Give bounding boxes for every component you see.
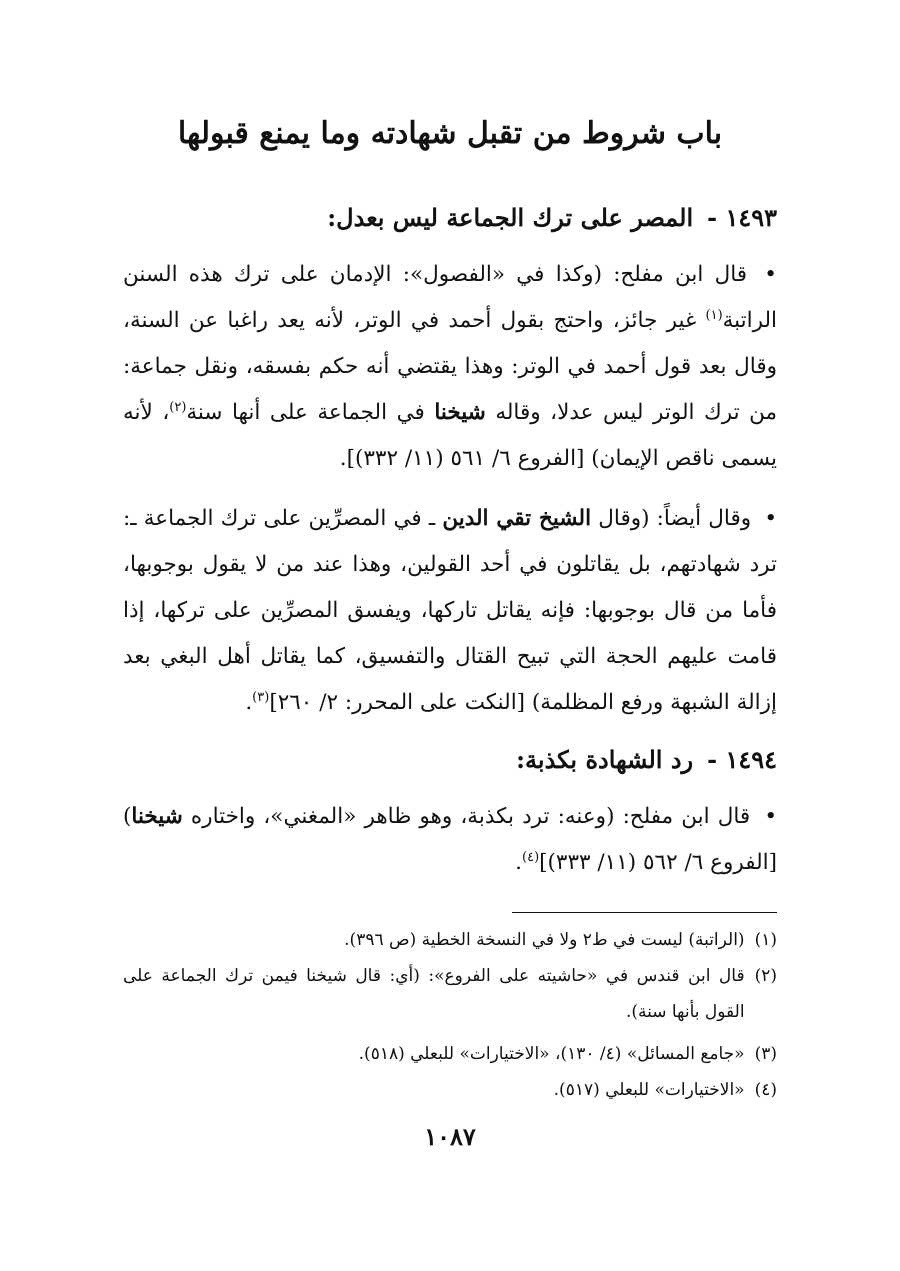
footnote-number: (٤) — [754, 1080, 777, 1100]
footnote-1 — [123, 922, 777, 958]
footnote-ref-4: (٤) — [522, 849, 540, 865]
paragraph-text: في الجماعة على أنها سنة — [186, 400, 435, 425]
footnote-text: (الراتبة) ليست في ط٢ ولا في النسخة الخطية (ص ٣٩٦). — [344, 930, 745, 950]
footnote-ref-2: (٢) — [169, 399, 187, 415]
footnote-4 — [123, 1072, 777, 1108]
paragraph-1 — [123, 252, 777, 482]
paragraph-3 — [123, 794, 777, 886]
footnote-number: (١) — [754, 930, 777, 950]
emphasis-text: شيخنا — [131, 804, 183, 829]
bullet: • — [764, 506, 777, 531]
paragraph-text: ـ في المصرِّين على ترك الجماعة ـ: ترد شهادتهم، بل يقاتلون في أحد القولين، وهذا عند من لا يقول بوجوبها، فأما من قال بوجوبها: فإنه يقاتل تاركها، ويفسق المصرِّين على تركها، إذا قامت عليهم الحجة التي تبيح القتال والتفسيق، كما يقاتل أهل البغي بعد إزالة الشبهة ورفع المظلمة) [النكت على المحرر: ٢/ ٢٦٠] — [123, 506, 777, 715]
paragraph-text: ) [الفروع ٦/ ٥٦٢ (١١/ ٣٣٣)] — [123, 804, 777, 875]
paragraph-text: غير جائز، واحتج بقول أحمد في الوتر، لأنه يعد راغبا عن السنة، وقال بعد قول أحمد في الوتر: وهذا يقتضي أنه حكم بفسقه، ونقل جماعة: من ترك الوتر ليس عدلا، وقاله — [123, 308, 778, 425]
footnote-divider — [512, 912, 777, 913]
section-heading-1493 — [123, 198, 777, 238]
footnote-text: «جامع المسائل» (٤/ ١٣٠)، «الاختيارات» للبعلي (٥١٨). — [358, 1044, 745, 1064]
section-title: رد الشهادة بكذبة: — [516, 745, 694, 774]
paragraph-text: ، لأنه يسمى ناقص الإيمان) [الفروع ٦/ ٥٦١ (١١/ ٣٣٢)]. — [123, 400, 777, 471]
bullet: • — [764, 262, 777, 287]
section-heading-1494 — [123, 740, 777, 780]
paragraph-text: وقال أيضاً: (وقال — [591, 506, 752, 531]
section-title: المصر على ترك الجماعة ليس بعدل: — [327, 203, 694, 232]
emphasis-text: الشيخ تقي الدين — [442, 506, 592, 531]
paragraph-2 — [123, 496, 777, 726]
footnote-ref-1: (١) — [705, 307, 723, 323]
emphasis-text: شيخنا — [434, 400, 486, 425]
footnote-3 — [123, 1036, 777, 1072]
chapter-title: باب شروط من تقبل شهادته وما يمنع قبولها — [177, 116, 723, 151]
footnote-text: «الاختيارات» للبعلي (٥١٧). — [553, 1080, 745, 1100]
footnote-number: (٣) — [754, 1044, 777, 1064]
footnote-text: قال ابن قندس في «حاشيته على الفروع»: (أي: قال شيخنا فيمن ترك الجماعة على القول بأنها سنة). — [123, 966, 745, 1022]
bullet: • — [764, 804, 778, 829]
footnote-ref-3: (٣) — [252, 689, 270, 705]
footnote-2 — [123, 958, 777, 1030]
paragraph-text: قال ابن مفلح: (وعنه: ترد بكذبة، وهو ظاهر «المغني»، واختاره — [182, 804, 751, 829]
paragraph-text: قال ابن مفلح: (وكذا في «الفصول»: الإدمان على ترك هذه السنن الراتبة — [123, 262, 777, 333]
paragraph-text: . — [515, 850, 522, 875]
section-number: ١٤٩٣ - — [707, 203, 777, 232]
page-number: ١٠٨٧ — [424, 1122, 476, 1151]
footnote-number: (٢) — [754, 966, 777, 986]
paragraph-text: . — [245, 690, 253, 715]
section-number: ١٤٩٤ - — [707, 745, 777, 774]
